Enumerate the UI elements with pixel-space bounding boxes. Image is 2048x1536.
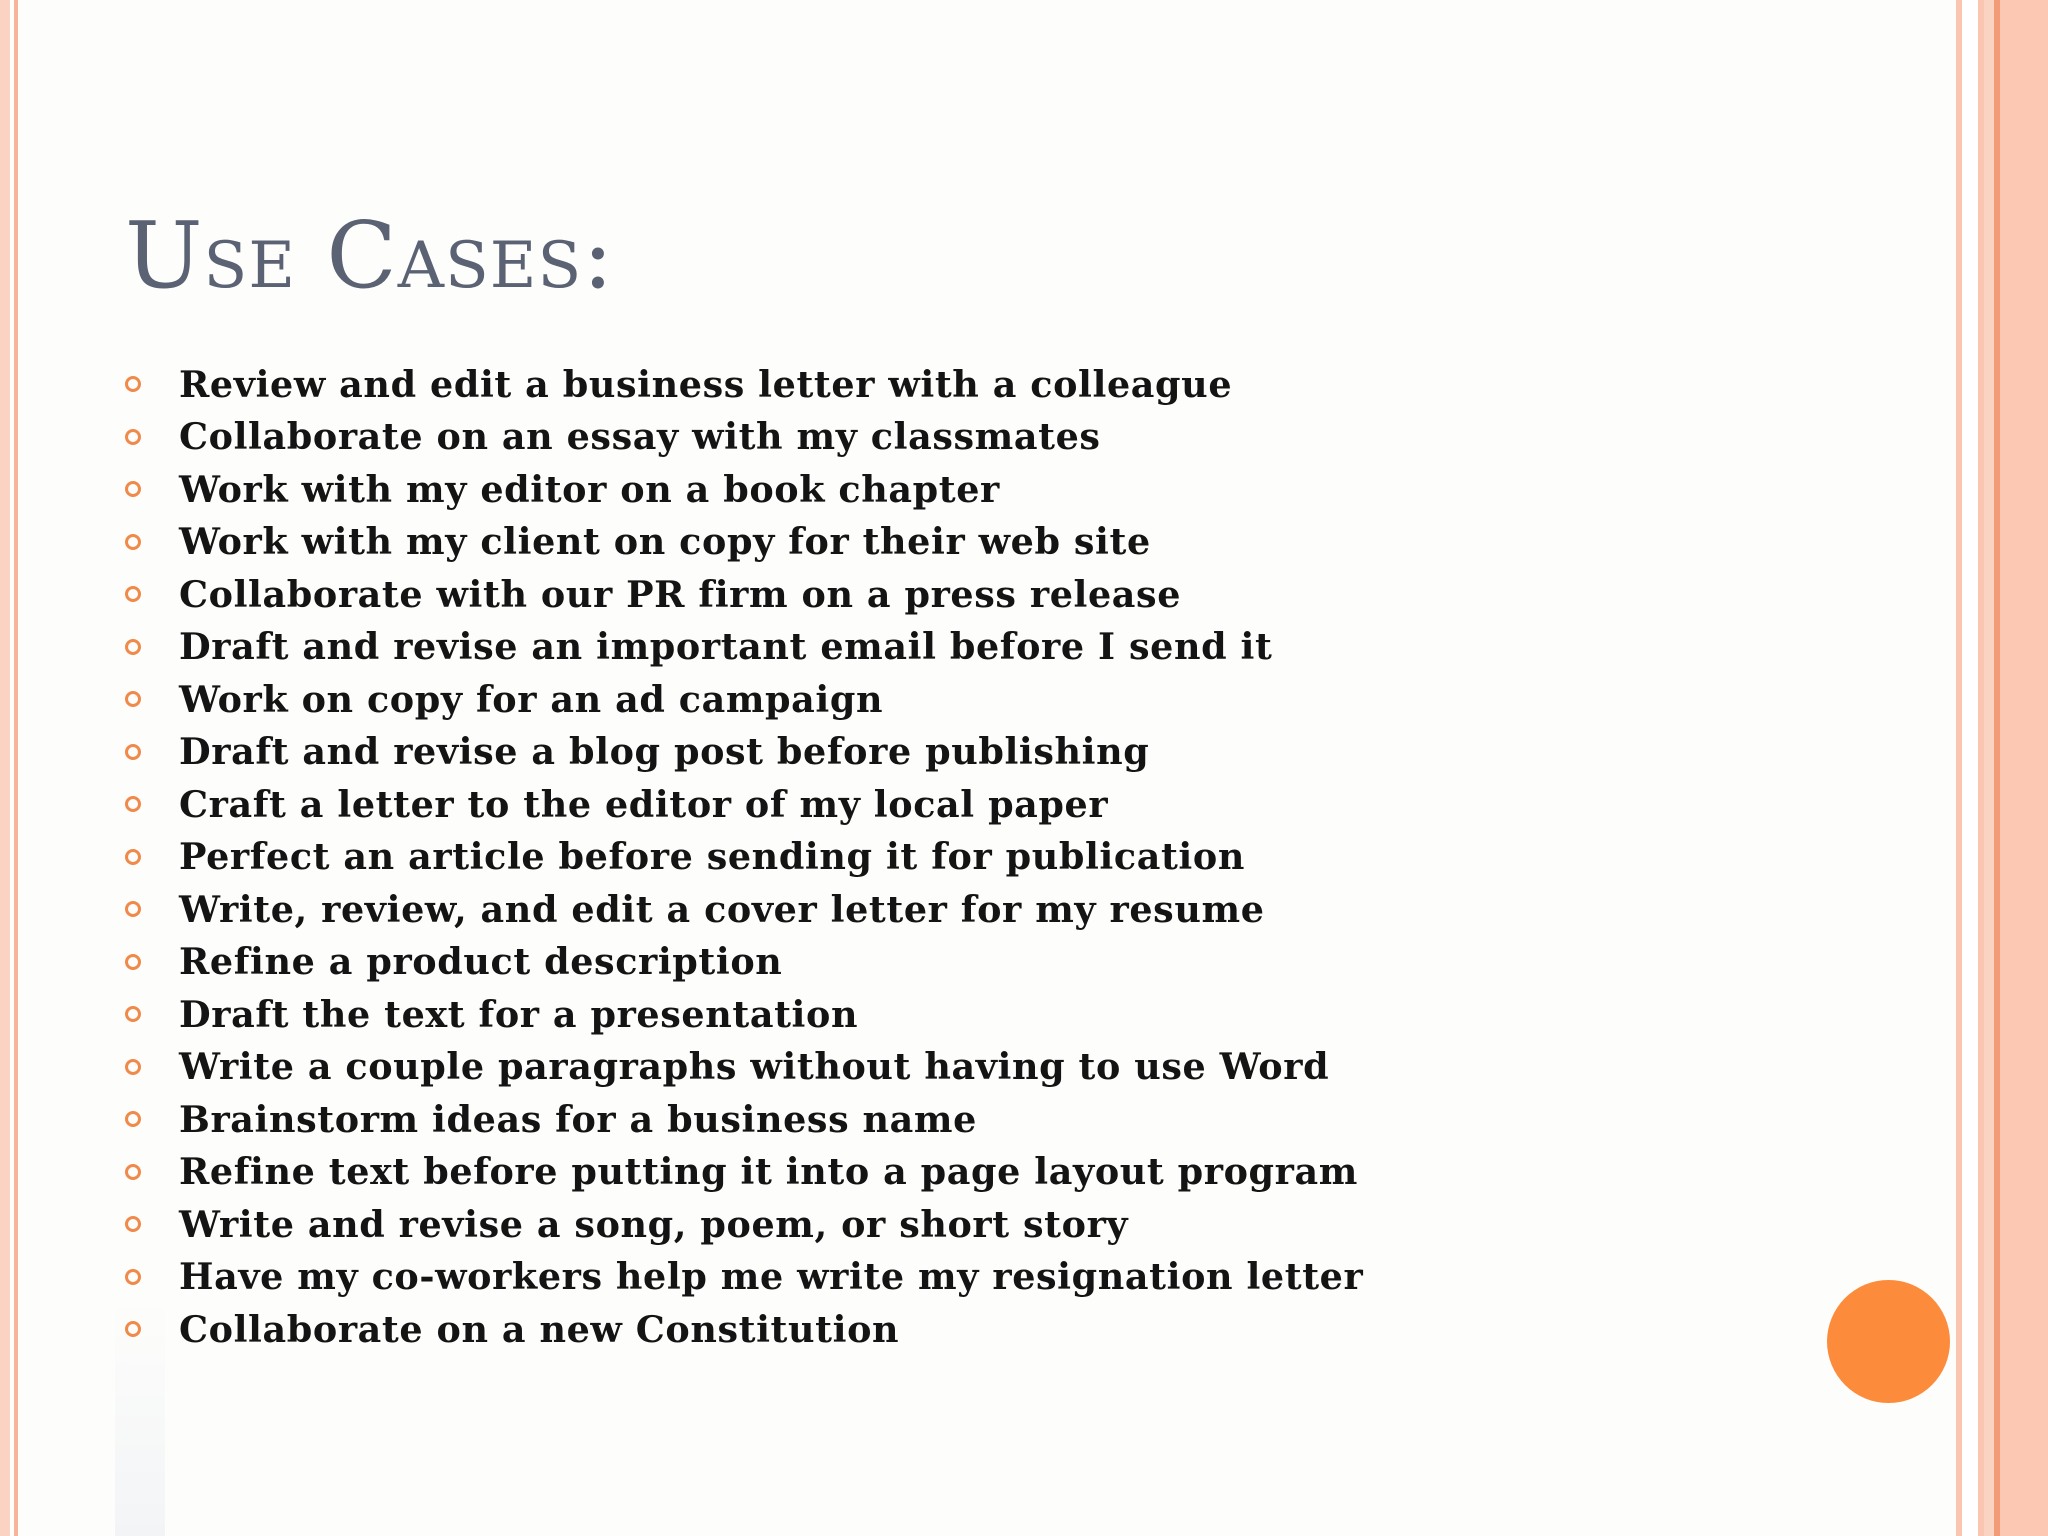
list-item-text: Draft and revise an important email before I send it [179, 625, 1273, 669]
slide-title: Use Cases: [125, 202, 615, 309]
circle-bullet-icon [125, 796, 141, 812]
list-item [125, 1041, 1363, 1094]
list-item-text: Draft and revise a blog post before publishing [179, 730, 1150, 774]
circle-bullet-icon [125, 1164, 141, 1180]
list-item-text: Perfect an article before sending it for publication [179, 835, 1245, 879]
circle-bullet-icon [125, 481, 141, 497]
circle-bullet-icon [125, 1216, 141, 1232]
circle-bullet-icon [125, 849, 141, 865]
list-item-text: Write a couple paragraphs without having to use Word [179, 1045, 1330, 1089]
list-item-text: Work with my editor on a book chapter [179, 467, 1000, 511]
list-item-text: Work with my client on copy for their web site [179, 520, 1151, 564]
list-item [125, 1093, 1363, 1146]
list-item-text: Collaborate with our PR firm on a press release [179, 572, 1182, 616]
list-item [125, 778, 1363, 831]
circle-bullet-icon [125, 1269, 141, 1285]
use-case-list [125, 358, 1363, 1356]
list-item [125, 568, 1363, 621]
decorative-orange-circle [1827, 1280, 1950, 1403]
circle-bullet-icon [125, 691, 141, 707]
list-item [125, 883, 1363, 936]
left-border-outer [0, 0, 10, 1536]
list-item-text: Write, review, and edit a cover letter for my resume [179, 887, 1265, 931]
list-item-text: Draft the text for a presentation [179, 992, 859, 1036]
circle-bullet-icon [125, 376, 141, 392]
circle-bullet-icon [125, 534, 141, 550]
circle-bullet-icon [125, 901, 141, 917]
list-item [125, 936, 1363, 989]
list-item [125, 358, 1363, 411]
list-item-text: Brainstorm ideas for a business name [179, 1097, 977, 1141]
circle-bullet-icon [125, 954, 141, 970]
circle-bullet-icon [125, 1321, 141, 1337]
list-item [125, 621, 1363, 674]
list-item-text: Craft a letter to the editor of my local paper [179, 782, 1109, 826]
list-item [125, 726, 1363, 779]
circle-bullet-icon [125, 639, 141, 655]
list-item [125, 831, 1363, 884]
list-item [125, 463, 1363, 516]
list-item-text: Work on copy for an ad campaign [179, 677, 884, 721]
circle-bullet-icon [125, 744, 141, 760]
circle-bullet-icon [125, 1111, 141, 1127]
list-item [125, 1251, 1363, 1304]
right-border-band [2000, 0, 2048, 1536]
list-item-text: Review and edit a business letter with a colleague [179, 362, 1233, 406]
list-item [125, 988, 1363, 1041]
list-item-text: Write and revise a song, poem, or short story [179, 1202, 1129, 1246]
list-item [125, 1198, 1363, 1251]
list-item [125, 673, 1363, 726]
list-item-text: Refine a product description [179, 940, 783, 984]
list-item [125, 411, 1363, 464]
list-item-text: Collaborate on a new Constitution [179, 1307, 900, 1351]
circle-bullet-icon [125, 1059, 141, 1075]
circle-bullet-icon [125, 429, 141, 445]
right-border-stripe [1984, 0, 1994, 1536]
circle-bullet-icon [125, 586, 141, 602]
list-item [125, 1146, 1363, 1199]
list-item-text: Refine text before putting it into a page layout program [179, 1150, 1358, 1194]
list-item-text: Collaborate on an essay with my classmates [179, 415, 1101, 459]
list-item [125, 516, 1363, 569]
right-border-gap [1962, 0, 1978, 1536]
list-item-text: Have my co-workers help me write my resignation letter [179, 1255, 1364, 1299]
list-item [125, 1303, 1363, 1356]
circle-bullet-icon [125, 1006, 141, 1022]
